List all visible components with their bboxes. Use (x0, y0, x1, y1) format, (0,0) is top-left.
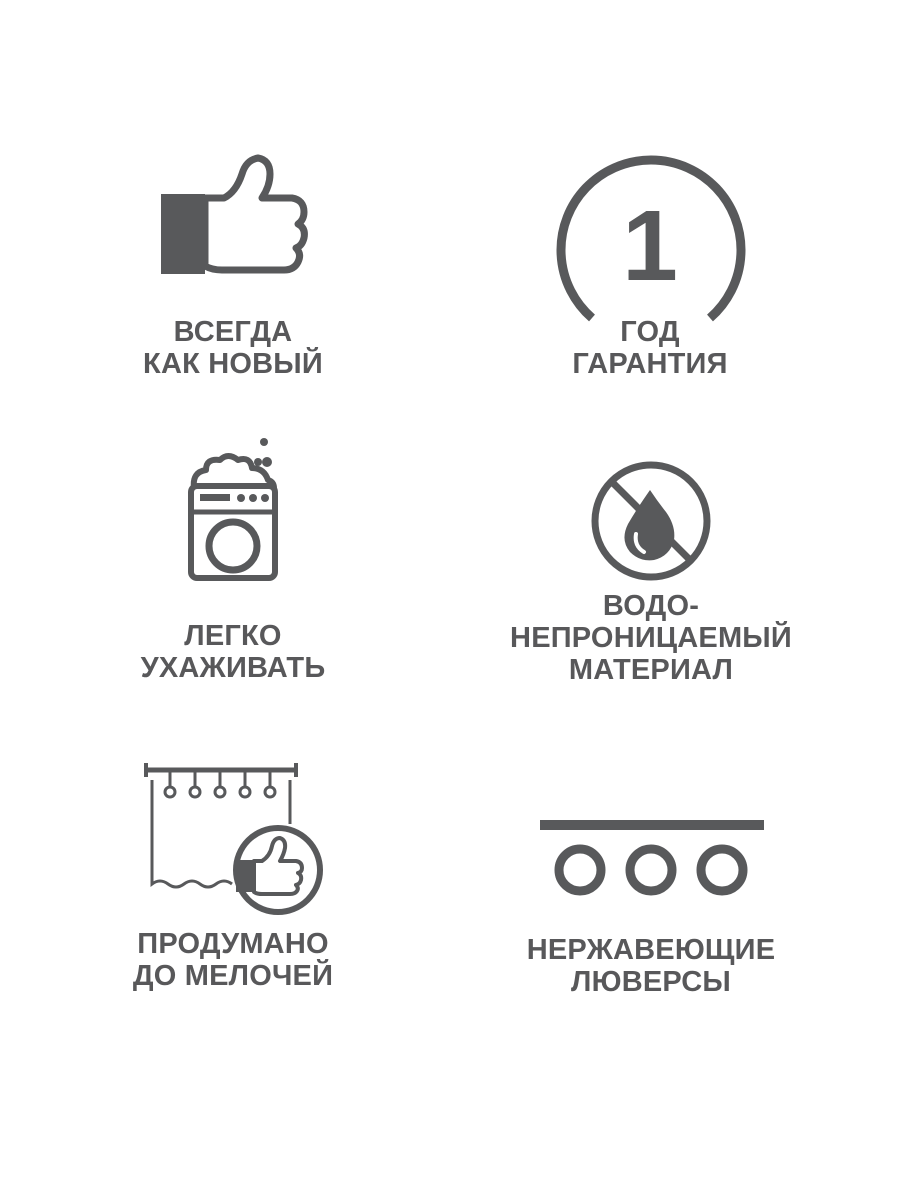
feature-label-line: ВОДО- (602, 590, 700, 622)
feature-label-line: ГАРАНТИЯ (572, 348, 728, 380)
feature-label-line: НЕРЖАВЕЮЩИЕ (526, 934, 776, 966)
feature-label-line: МАТЕРИАЛ (568, 654, 734, 686)
no-water-drop-icon (588, 458, 714, 584)
feature-label-line: ВСЕГДА (173, 316, 293, 348)
one-year-icon (554, 150, 748, 325)
badge-number: 1 (622, 190, 678, 302)
feature-label-line: ДО МЕЛОЧЕЙ (132, 960, 334, 992)
washing-machine-icon (184, 436, 284, 584)
grommets-icon (538, 818, 766, 898)
feature-label (481, 934, 821, 998)
feature-label (481, 590, 821, 686)
feature-label-line: ГОД (620, 316, 680, 348)
feature-label (63, 620, 403, 684)
feature-label-line: ЛЮВЕРСЫ (571, 966, 731, 998)
feature-label (480, 316, 820, 380)
feature-label-line: КАК НОВЫЙ (143, 348, 323, 380)
thumbs-up-icon (158, 152, 308, 280)
feature-label-line: ЛЕГКО (184, 620, 282, 652)
shower-curtain-thumbs-up-icon (140, 760, 330, 920)
feature-label-line: НЕПРОНИЦАЕМЫЙ (510, 622, 792, 654)
feature-label-line: УХАЖИВАТЬ (140, 652, 326, 684)
feature-label-line: ПРОДУМАНО (137, 928, 329, 960)
feature-label (63, 928, 403, 992)
feature-label (63, 316, 403, 380)
